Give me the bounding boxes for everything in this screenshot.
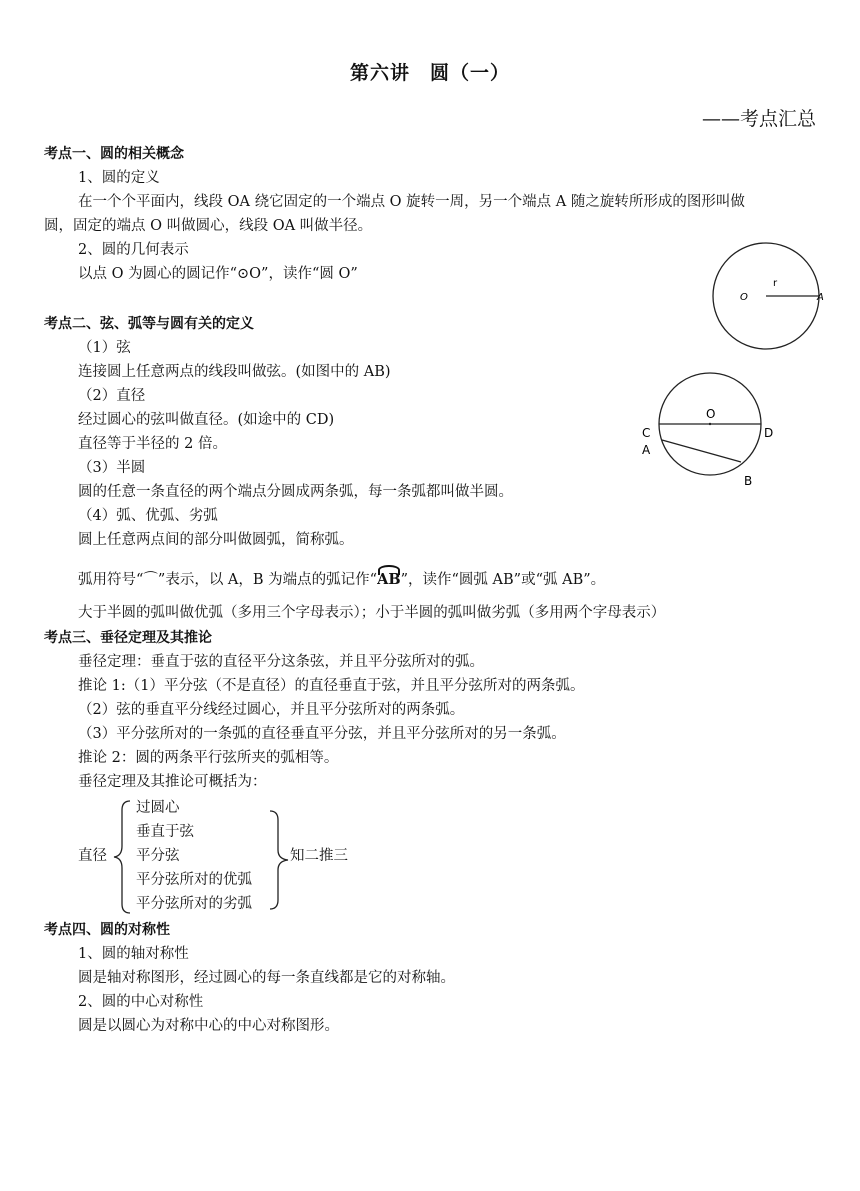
page-title: 第六讲 圆（一） — [349, 62, 510, 84]
fig1-label-o: O — [740, 292, 748, 303]
major-minor-arc-text: 大于半圆的弧叫做优弧（多用三个字母表示）；小于半圆的弧叫做劣弧（多用两个字母表示） — [78, 605, 666, 621]
brace-item-5: 平分弦所对的劣弧 — [136, 896, 252, 912]
fig2-label-c: C — [642, 426, 651, 440]
brace-item-3: 平分弦 — [136, 848, 180, 864]
section-heading-4: 考点四、圆的对称性 — [44, 922, 170, 938]
definition-line-2: 圆，固定的端点 O 叫做圆心，线段 OA 叫做半径。 — [44, 218, 373, 234]
axial-symmetry-text: 圆是轴对称图形，经过圆心的每一条直线都是它的对称轴。 — [78, 970, 455, 986]
central-symmetry-heading: 2、圆的中心对称性 — [78, 994, 204, 1010]
summary-intro: 垂径定理及其推论可概括为： — [78, 774, 267, 790]
chord-heading: （1）弦 — [78, 340, 131, 356]
circle-radius-figure — [700, 238, 832, 358]
section-heading-3: 考点三、垂径定理及其推论 — [44, 630, 212, 646]
item-circle-definition: 1、圆的定义 — [78, 170, 160, 186]
diameter-heading: （2）直径 — [78, 388, 146, 404]
definition-line-1: 在一个个平面内，线段 OA 绕它固定的一个端点 O 旋转一周，另一个端点 A 随之旋转所形成的图形叫做 — [78, 194, 745, 210]
corollary-2: 推论 2：圆的两条平行弦所夹的弧相等。 — [78, 750, 339, 766]
section-heading-1: 考点一、圆的相关概念 — [44, 146, 184, 162]
brace-left-label: 直径 — [78, 848, 107, 864]
notation-text: 以点 O 为圆心的圆记作“⊙O”，读作“圆 O” — [78, 266, 358, 282]
corollary-1-part-3: （3）平分弦所对的一条弧的直径垂直平分弦，并且平分弦所对的另一条弧。 — [78, 726, 566, 742]
fig2-label-b: B — [744, 474, 753, 488]
left-brace — [112, 798, 132, 916]
central-symmetry-text: 圆是以圆心为对称中心的中心对称图形。 — [78, 1018, 339, 1034]
diameter-note: 直径等于半径的 2 倍。 — [78, 436, 227, 452]
arc-notation-suffix: ”，读作“圆弧 AB”或“弧 AB”。 — [400, 572, 606, 588]
arc-definition: 圆上任意两点间的部分叫做圆弧，简称弧。 — [78, 532, 354, 548]
diameter-definition: 经过圆心的弦叫做直径。(如途中的 CD) — [78, 412, 335, 428]
chord-diameter-figure — [636, 362, 786, 492]
brace-item-4: 平分弦所对的优弧 — [136, 872, 252, 888]
fig2-label-o: O — [706, 407, 716, 421]
fig1-label-a: A — [817, 292, 824, 303]
fig2-label-d: D — [764, 426, 774, 440]
item-geometric-notation: 2、圆的几何表示 — [78, 242, 189, 258]
arc-ab-symbol: AB — [377, 571, 401, 588]
corollary-1-part-2: （2）弦的垂直平分线经过圆心，并且平分弦所对的两条弧。 — [78, 702, 465, 718]
semicircle-definition: 圆的任意一条直径的两个端点分圆成两条弧，每一条弧都叫做半圆。 — [78, 484, 513, 500]
brace-item-1: 过圆心 — [136, 800, 180, 816]
axial-symmetry-heading: 1、圆的轴对称性 — [78, 946, 189, 962]
semicircle-heading: （3）半圆 — [78, 460, 146, 476]
arc-heading: （4）弧、优弧、劣弧 — [78, 508, 218, 524]
chord-definition: 连接圆上任意两点的线段叫做弦。(如图中的 AB) — [78, 364, 391, 380]
perpendicular-diameter-theorem: 垂径定理：垂直于弦的直径平分这条弦，并且平分弦所对的弧。 — [78, 654, 484, 670]
arc-notation-line — [78, 570, 605, 590]
right-brace — [268, 808, 290, 912]
brace-item-2: 垂直于弦 — [136, 824, 194, 840]
brace-right-label: 知二推三 — [290, 848, 348, 864]
page-subtitle: ——考点汇总 — [701, 108, 816, 130]
arc-notation-prefix: 弧用符号“⌒”表示，以 A，B 为端点的弧记作“ — [78, 572, 378, 588]
fig1-label-r: r — [773, 278, 778, 289]
section-heading-2: 考点二、弦、弧等与圆有关的定义 — [44, 316, 254, 332]
corollary-1-part-1: 推论 1:（1）平分弦（不是直径）的直径垂直于弦，并且平分弦所对的两条弧。 — [78, 678, 585, 694]
fig2-label-a: A — [642, 443, 651, 457]
